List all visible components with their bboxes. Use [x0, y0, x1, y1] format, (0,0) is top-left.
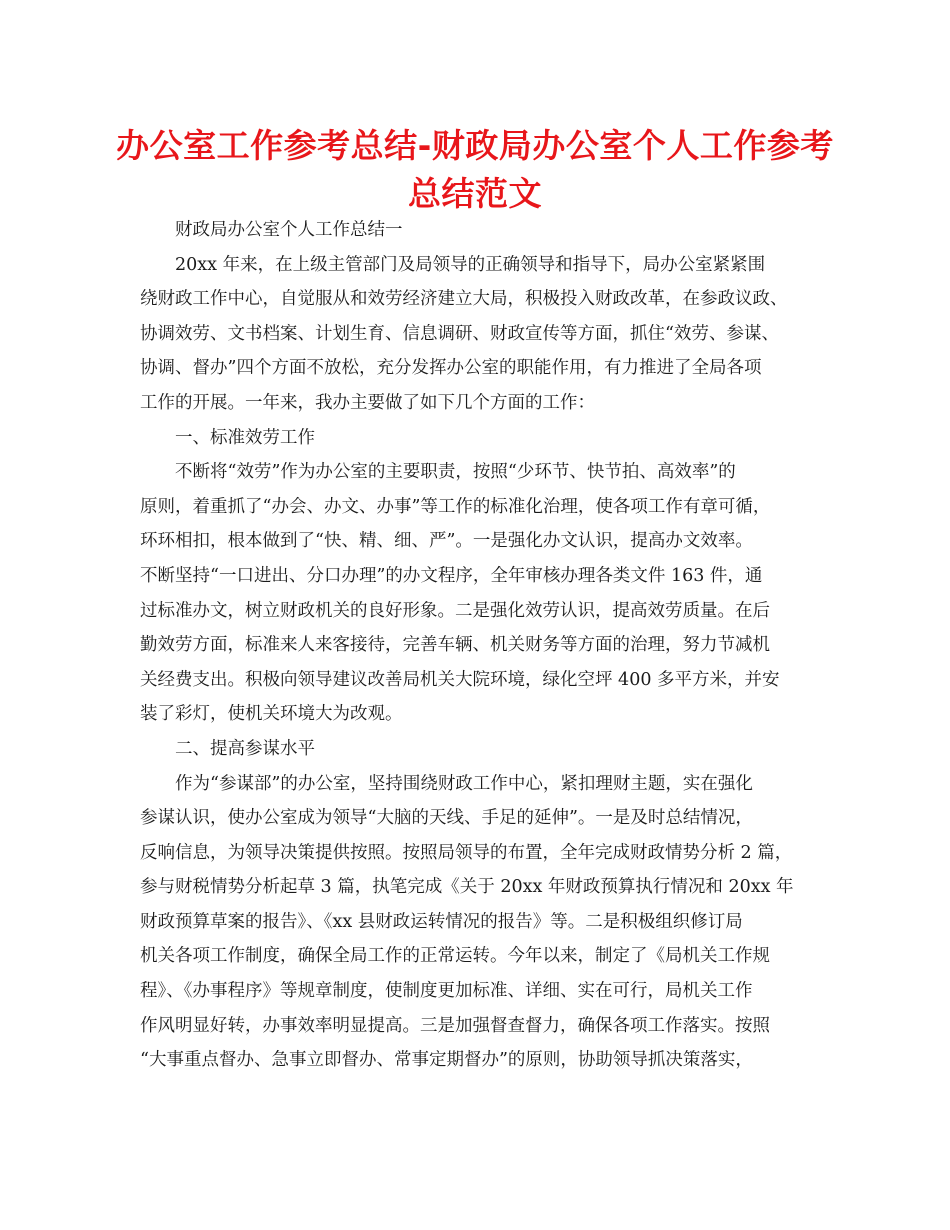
- text-line: 参谋认识，使办公室成为领导“大脑的天线、手足的延伸”。一是及时总结情况，: [140, 808, 753, 829]
- text-line: 作为“参谋部”的办公室，坚持围绕财政工作中心，紧扣理财主题，实在强化: [175, 773, 753, 794]
- text-line: 参与财税情势分析起草 3 篇，执笔完成《关于 20xx 年财政预算执行情况和 20xx 年: [140, 877, 794, 898]
- text-line: 绕财政工作中心，自觉服从和效劳经济建立大局，积极投入财政改革，在参政议政、: [140, 289, 788, 310]
- text-line: 20xx 年来，在上级主管部门及局领导的正确领导和指导下，局办公室紧紧围: [175, 254, 766, 275]
- text-line: 一、标准效劳工作: [175, 427, 315, 448]
- text-line: 二、提高参谋水平: [175, 738, 315, 759]
- text-line: 不断将“效劳”作为办公室的主要职责，按照“少环节、快节拍、高效率”的: [175, 462, 736, 483]
- document-body: [140, 213, 820, 1078]
- text-line: “大事重点督办、急事立即督办、常事定期督办”的原则，协助领导抓决策落实，: [140, 1050, 753, 1071]
- text-line: 环环相扣，根本做到了“快、精、细、严”。一是强化办文认识，提高办文效率。: [140, 531, 753, 552]
- text-line: 关经费支出。积极向领导建议改善局机关大院环境，绿化空坪 400 多平方米，并安: [140, 669, 780, 690]
- text-line: 程》、《办事程序》等规章制度，使制度更加标准、详细、实在可行，局机关工作: [140, 981, 753, 1002]
- title-line-1: 办公室工作参考总结-财政局办公室个人工作参考: [116, 126, 834, 165]
- text-line: 反响信息，为领导决策提供按照。按照局领导的布置，全年完成财政情势分析 2 篇，: [140, 842, 793, 863]
- text-line: 原则，着重抓了“办会、办文、办事”等工作的标准化治理，使各项工作有章可循，: [140, 496, 771, 517]
- text-line: 装了彩灯，使机关环境大为改观。: [140, 704, 403, 725]
- text-line: 过标准办文，树立财政机关的良好形象。二是强化效劳认识，提高效劳质量。在后: [140, 600, 770, 621]
- text-line: 勤效劳方面，标准来人来客接待，完善车辆、机关财务等方面的治理，努力节减机: [140, 635, 770, 656]
- text-line: 工作的开展。一年来，我办主要做了如下几个方面的工作：: [140, 392, 595, 413]
- text-line: 机关各项工作制度，确保全局工作的正常运转。今年以来，制定了《局机关工作规: [140, 946, 770, 967]
- title-line-2: 总结范文: [408, 174, 542, 213]
- text-line: 协调效劳、文书档案、计划生育、信息调研、财政宣传等方面，抓住“效劳、参谋、: [140, 323, 779, 344]
- text-line: 不断坚持“一口进出、分口办理”的办文程序，全年审核办理各类文件 163 件，通: [140, 565, 763, 586]
- text-line: 作风明显好转，办事效率明显提高。三是加强督查督力，确保各项工作落实。按照: [140, 1015, 770, 1036]
- text-line: 财政局办公室个人工作总结一: [175, 220, 403, 240]
- text-line: 财政预算草案的报告》、《xx 县财政运转情况的报告》等。二是积极组织修订局: [140, 911, 743, 932]
- text-line: 协调、督办”四个方面不放松，充分发挥办公室的职能作用，有力推进了全局各项: [140, 358, 762, 379]
- document-title: [0, 122, 950, 218]
